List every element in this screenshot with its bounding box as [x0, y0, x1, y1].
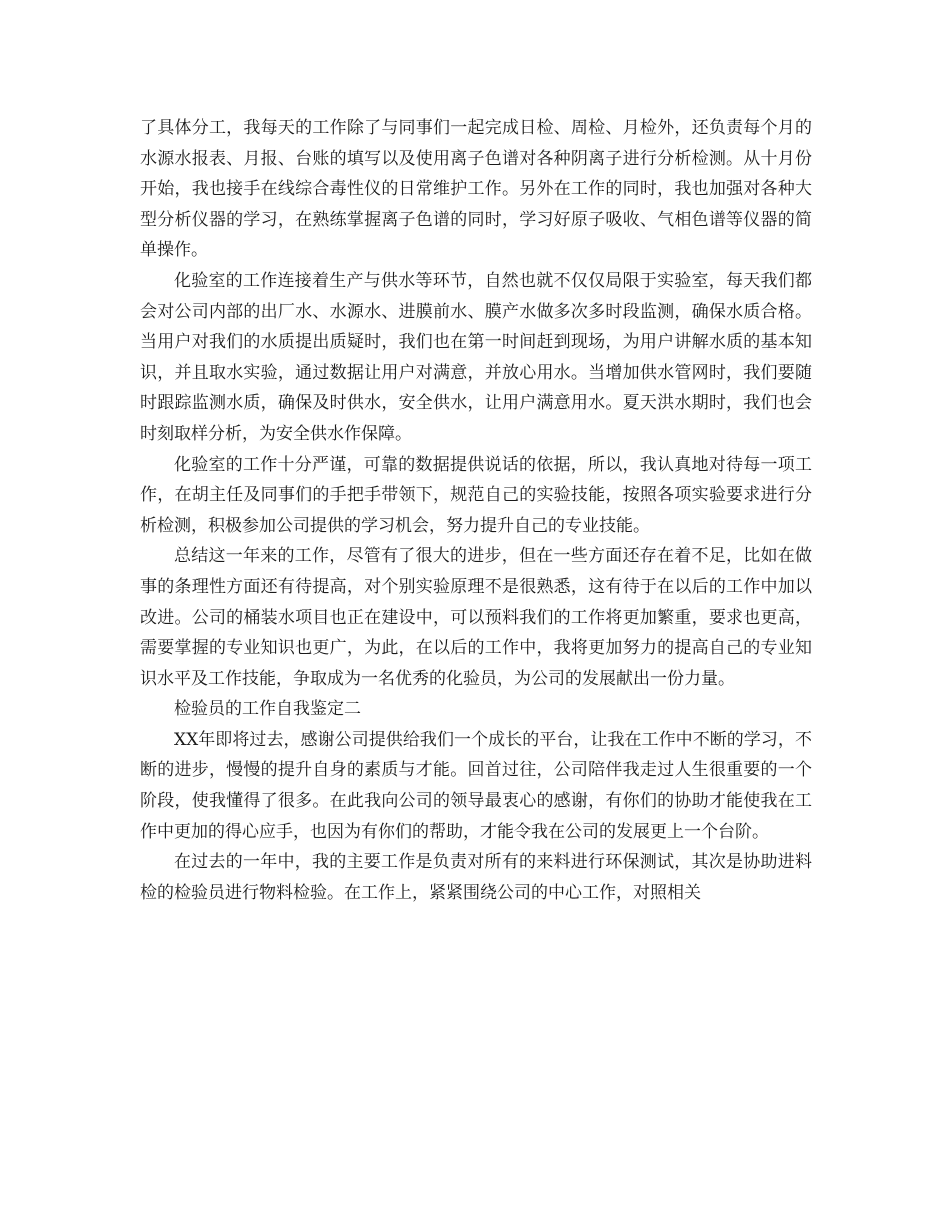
paragraph-lab-work-scope: 化验室的工作连接着生产与供水等环节，自然也就不仅仅局限于实验室，每天我们都会对公司内部的出厂水、水源水、进膜前水、膜产水做多次多时段监测，确保水质合格。当用户对我们的水质提出质疑时，我们也在第一时间赶到现场，为用户讲解水质的基本知识，并且取水实验，通过数据让用户对满意，并放心用水。当增加供水管网时，我们要随时跟踪监测水质，确保及时供水，安全供水，让用户满意用水。夏天洪水期时，我们也会时刻取样分析，为安全供水作保障。	[140, 270, 812, 444]
paragraph-year-summary: 总结这一年来的工作，尽管有了很大的进步，但在一些方面还存在着不足，比如在做事的条理性方面还有待提高，对个别实验原理不是很熟悉，这有待于在以后的工作中加以改进。公司的桶装水项目也正在建设中，可以预料我们的工作将更加繁重，要求也更高，需要掌握的专业知识也更广，为此，在以后的工作中，我将更加努力的提高自己的专业知识水平及工作技能，争取成为一名优秀的化验员，为公司的发展献出一份力量。	[140, 546, 812, 689]
paragraph-main-duties: 在过去的一年中，我的主要工作是负责对所有的来料进行环保测试，其次是协助进料检的检验员进行物料检验。在工作上，紧紧围绕公司的中心工作，对照相关	[140, 852, 812, 903]
paragraph-gratitude: XX年即将过去，感谢公司提供给我们一个成长的平台，让我在工作中不断的学习，不断的进步，慢慢的提升自身的素质与才能。回首过往，公司陪伴我走过人生很重要的一个阶段，使我懂得了很多。在此我向公司的领导最衷心的感谢，有你们的协助才能使我在工作中更加的得心应手，也因为有你们的帮助，才能令我在公司的发展更上一个台阶。	[140, 729, 812, 842]
document-body	[140, 113, 812, 908]
section-heading: 检验员的工作自我鉴定二	[174, 699, 361, 720]
paragraph-lab-rigor: 化验室的工作十分严谨，可靠的数据提供说话的依据，所以，我认真地对待每一项工作，在胡主任及同事们的手把手带领下，规范自己的实验技能，按照各项实验要求进行分析检测，积极参加公司提供的学习机会，努力提升自己的专业技能。	[140, 454, 812, 536]
paragraph-continuation: 了具体分工，我每天的工作除了与同事们一起完成日检、周检、月检外，还负责每个月的水源水报表、月报、台账的填写以及使用离子色谱对各种阴离子进行分析检测。从十月份开始，我也接手在线综合毒性仪的日常维护工作。另外在工作的同时，我也加强对各种大型分析仪器的学习，在熟练掌握离子色谱的同时，学习好原子吸收、气相色谱等仪器的简单操作。	[140, 118, 812, 261]
